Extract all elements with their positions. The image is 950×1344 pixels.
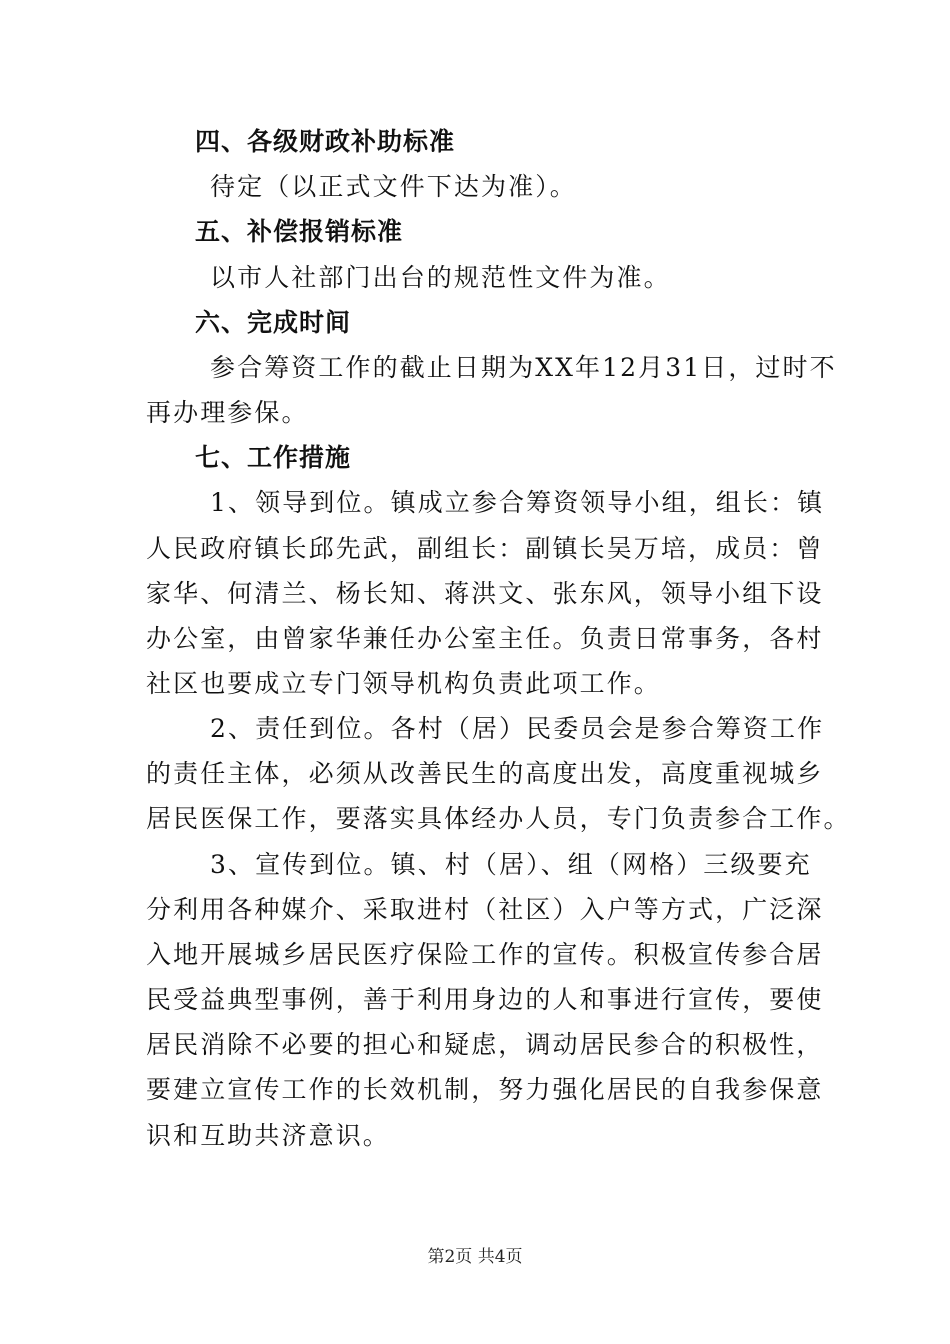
page-number-footer: 第2页 共4页	[427, 1247, 523, 1267]
paragraph-line: 入地开展城乡居民医疗保险工作的宣传。积极宣传参合居	[146, 940, 824, 969]
paragraph-line: 3、宣传到位。镇、村（居）、组（网格）三级要充	[210, 850, 812, 879]
section-heading-5: 五、补偿报销标准	[195, 217, 404, 246]
paragraph-line: 人民政府镇长邱先武，副组长：副镇长吴万培，成员：曾	[146, 534, 824, 563]
paragraph-line: 民受益典型事例，善于利用身边的人和事进行宣传，要使	[146, 985, 824, 1014]
paragraph-line: 居民消除不必要的担心和疑虑，调动居民参合的积极性，	[146, 1030, 824, 1059]
section-heading-4: 四、各级财政补助标准	[195, 127, 456, 156]
paragraph-line: 办公室，由曾家华兼任办公室主任。负责日常事务，各村	[146, 624, 824, 653]
paragraph-line: 要建立宣传工作的长效机制，努力强化居民的自我参保意	[146, 1075, 824, 1104]
section-heading-7: 七、工作措施	[195, 443, 352, 472]
paragraph-line: 再办理参保。	[146, 398, 309, 427]
paragraph-line: 以市人社部门出台的规范性文件为准。	[210, 263, 671, 292]
paragraph-line: 1、领导到位。镇成立参合筹资领导小组，组长：镇	[210, 488, 825, 517]
section-heading-6: 六、完成时间	[195, 308, 352, 337]
paragraph-line: 识和互助共济意识。	[146, 1121, 390, 1150]
paragraph-line: 参合筹资工作的截止日期为XX年12月31日，过时不	[210, 353, 837, 382]
paragraph-line: 2、责任到位。各村（居）民委员会是参合筹资工作	[210, 714, 825, 743]
paragraph-line: 分利用各种媒介、采取进村（社区）入户等方式，广泛深	[146, 895, 824, 924]
paragraph-line: 社区也要成立专门领导机构负责此项工作。	[146, 669, 661, 698]
paragraph-line: 家华、何清兰、杨长知、蒋洪文、张东风，领导小组下设	[146, 579, 824, 608]
paragraph-line: 居民医保工作，要落实具体经办人员，专门负责参合工作。	[146, 804, 851, 833]
paragraph-line: 待定（以正式文件下达为准）。	[210, 172, 577, 201]
paragraph-line: 的责任主体，必须从改善民生的高度出发，高度重视城乡	[146, 759, 824, 788]
